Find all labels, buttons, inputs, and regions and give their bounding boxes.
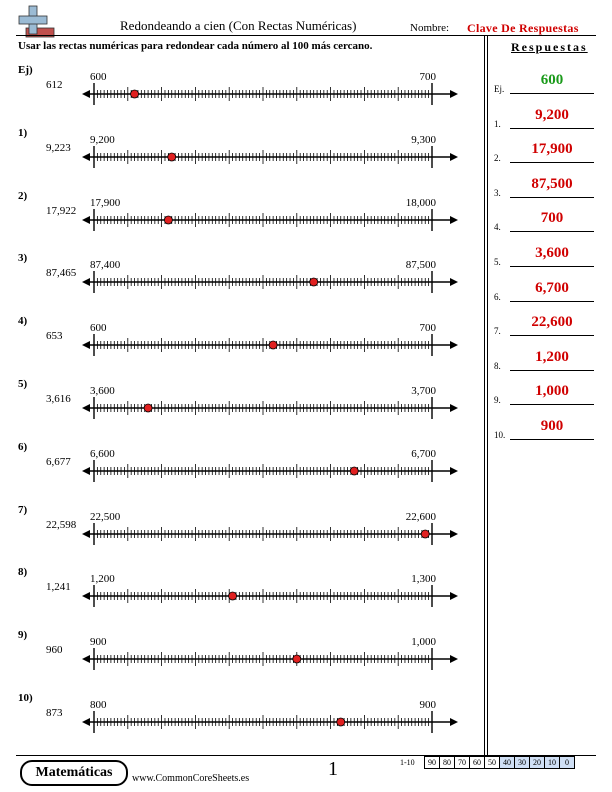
subject-badge: Matemáticas <box>20 760 128 786</box>
answer-value: 87,500 <box>531 175 573 192</box>
number-line <box>80 254 470 304</box>
answer-underline <box>510 93 594 94</box>
number-line <box>80 506 470 556</box>
range-end-label: 1,000 <box>411 636 436 649</box>
value-dot <box>131 90 139 98</box>
value-dot <box>269 341 277 349</box>
answer-label: Ej. <box>494 84 505 94</box>
plus-logo-icon <box>16 4 56 38</box>
answer-underline <box>510 162 594 163</box>
score-table <box>424 756 575 769</box>
answer-underline <box>510 231 594 232</box>
score-cell: 20 <box>530 757 545 769</box>
range-end-label: 87,500 <box>405 259 436 272</box>
range-end-label: 700 <box>419 322 436 335</box>
range-start-label: 600 <box>90 71 107 83</box>
problem-number: 873 <box>46 707 63 719</box>
arrow-left-icon <box>82 216 90 224</box>
arrow-left-icon <box>82 592 90 600</box>
range-end-label: 1,300 <box>411 573 436 586</box>
answer-label: 7. <box>494 326 501 337</box>
arrow-left-icon <box>82 655 90 663</box>
answer-label: 3. <box>494 187 501 198</box>
name-value: Clave De Respuestas <box>467 21 579 35</box>
problem-number: 9,223 <box>46 141 71 154</box>
answers-title: Respuestas <box>511 40 588 54</box>
arrow-right-icon <box>450 216 458 224</box>
number-line <box>80 443 470 493</box>
name-label: Nombre: <box>410 22 450 34</box>
answer-value: 900 <box>540 418 564 434</box>
arrow-right-icon <box>450 404 458 412</box>
arrow-right-icon <box>450 592 458 600</box>
arrow-left-icon <box>82 530 90 538</box>
score-cell: 80 <box>440 757 455 769</box>
range-start-label: 900 <box>90 636 107 649</box>
value-dot <box>310 278 318 286</box>
arrow-right-icon <box>450 467 458 475</box>
range-end-label: 900 <box>419 699 436 711</box>
problem-label: 9) <box>18 629 28 642</box>
arrow-right-icon <box>450 278 458 286</box>
value-dot <box>293 655 301 663</box>
range-end-label: 9,300 <box>411 133 436 146</box>
problem-number: 612 <box>46 79 63 91</box>
arrow-right-icon <box>450 153 458 161</box>
range-end-label: 18,000 <box>405 196 436 209</box>
answer-underline <box>510 335 594 336</box>
range-start-label: 22,500 <box>90 510 121 523</box>
arrow-right-icon <box>450 655 458 663</box>
number-line <box>80 568 470 618</box>
arrow-right-icon <box>450 530 458 538</box>
problem-label: Ej) <box>18 64 33 76</box>
range-end-label: 22,600 <box>405 510 436 523</box>
problem-label: 6) <box>18 440 28 453</box>
range-start-label: 87,400 <box>90 259 121 272</box>
arrow-left-icon <box>82 278 90 286</box>
range-start-label: 9,200 <box>90 133 115 146</box>
range-start-label: 17,900 <box>90 196 121 209</box>
problem-number: 960 <box>46 644 63 657</box>
range-start-label: 600 <box>90 322 107 335</box>
problem-label: 1) <box>18 126 28 139</box>
column-divider <box>484 36 485 755</box>
problem-label: 8) <box>18 566 28 579</box>
header-divider <box>16 35 596 36</box>
score-cell: 40 <box>500 757 515 769</box>
score-cell: 0 <box>560 757 575 769</box>
answer-underline <box>510 266 594 267</box>
answer-value: 3,600 <box>535 245 569 261</box>
score-cell: 30 <box>515 757 530 769</box>
score-cell: 60 <box>470 757 485 769</box>
number-line <box>80 66 470 116</box>
instructions: Usar las rectas numéricas para redondear cada número al 100 más cercano. <box>18 40 373 52</box>
column-divider <box>487 36 488 755</box>
range-start-label: 1,200 <box>90 573 115 586</box>
page-number: 1 <box>328 758 338 780</box>
value-dot <box>350 467 358 475</box>
arrow-left-icon <box>82 467 90 475</box>
answer-underline <box>510 404 594 405</box>
answer-label: 4. <box>494 222 501 233</box>
value-dot <box>168 153 176 161</box>
problem-label: 7) <box>18 503 28 516</box>
answer-value: 9,200 <box>535 106 569 123</box>
value-dot <box>229 592 237 600</box>
answer-value: 700 <box>540 210 564 227</box>
range-start-label: 6,600 <box>90 447 115 460</box>
worksheet-title: Redondeando a cien (Con Rectas Numéricas) <box>120 18 357 33</box>
arrow-right-icon <box>450 341 458 349</box>
score-range-label: 1-10 <box>400 758 415 767</box>
arrow-right-icon <box>450 718 458 726</box>
number-line <box>80 317 470 367</box>
site-url: www.CommonCoreSheets.es <box>132 773 250 784</box>
range-end-label: 6,700 <box>411 447 436 460</box>
number-line <box>80 129 470 179</box>
range-end-label: 3,700 <box>411 385 436 397</box>
problem-number: 3,616 <box>46 393 71 405</box>
answer-label: 5. <box>494 257 501 267</box>
problem-label: 10) <box>18 692 33 704</box>
answer-value: 6,700 <box>535 279 569 296</box>
arrow-left-icon <box>82 404 90 412</box>
score-cell: 90 <box>425 757 440 769</box>
arrow-left-icon <box>82 90 90 98</box>
problem-number: 17,922 <box>46 204 77 217</box>
answer-label: 9. <box>494 395 501 406</box>
score-cell: 70 <box>455 757 470 769</box>
number-line <box>80 380 470 430</box>
value-dot <box>337 718 345 726</box>
number-line <box>80 192 470 242</box>
problem-number: 22,598 <box>46 518 77 531</box>
number-line <box>80 694 470 744</box>
answer-value: 22,600 <box>531 314 573 331</box>
answer-label: 10. <box>494 430 506 440</box>
problem-number: 87,465 <box>46 267 77 280</box>
answer-label: 2. <box>494 153 501 164</box>
answer-underline <box>510 197 594 198</box>
arrow-left-icon <box>82 341 90 349</box>
answer-underline <box>510 439 594 440</box>
value-dot <box>164 216 172 224</box>
answer-label: 8. <box>494 360 501 371</box>
answer-value: 1,200 <box>535 348 569 365</box>
answer-value: 600 <box>540 72 564 88</box>
range-end-label: 700 <box>419 71 436 83</box>
problem-label: 5) <box>18 378 28 390</box>
range-start-label: 800 <box>90 699 107 711</box>
arrow-left-icon <box>82 718 90 726</box>
answer-underline <box>510 128 594 129</box>
range-start-label: 3,600 <box>90 385 115 397</box>
value-dot <box>421 530 429 538</box>
number-line <box>80 631 470 681</box>
problem-label: 2) <box>18 189 28 202</box>
arrow-left-icon <box>82 153 90 161</box>
answer-value: 17,900 <box>531 141 573 158</box>
answer-label: 6. <box>494 291 501 302</box>
problem-label: 4) <box>18 315 28 328</box>
arrow-right-icon <box>450 90 458 98</box>
value-dot <box>144 404 152 412</box>
problem-number: 653 <box>46 330 63 343</box>
score-cell: 10 <box>545 757 560 769</box>
problem-number: 6,677 <box>46 455 71 468</box>
problem-number: 1,241 <box>46 581 71 594</box>
score-cell: 50 <box>485 757 500 769</box>
answer-value: 1,000 <box>535 383 569 400</box>
problem-label: 3) <box>18 252 28 265</box>
answer-label: 1. <box>494 118 501 129</box>
answer-underline <box>510 301 594 302</box>
answer-underline <box>510 370 594 371</box>
